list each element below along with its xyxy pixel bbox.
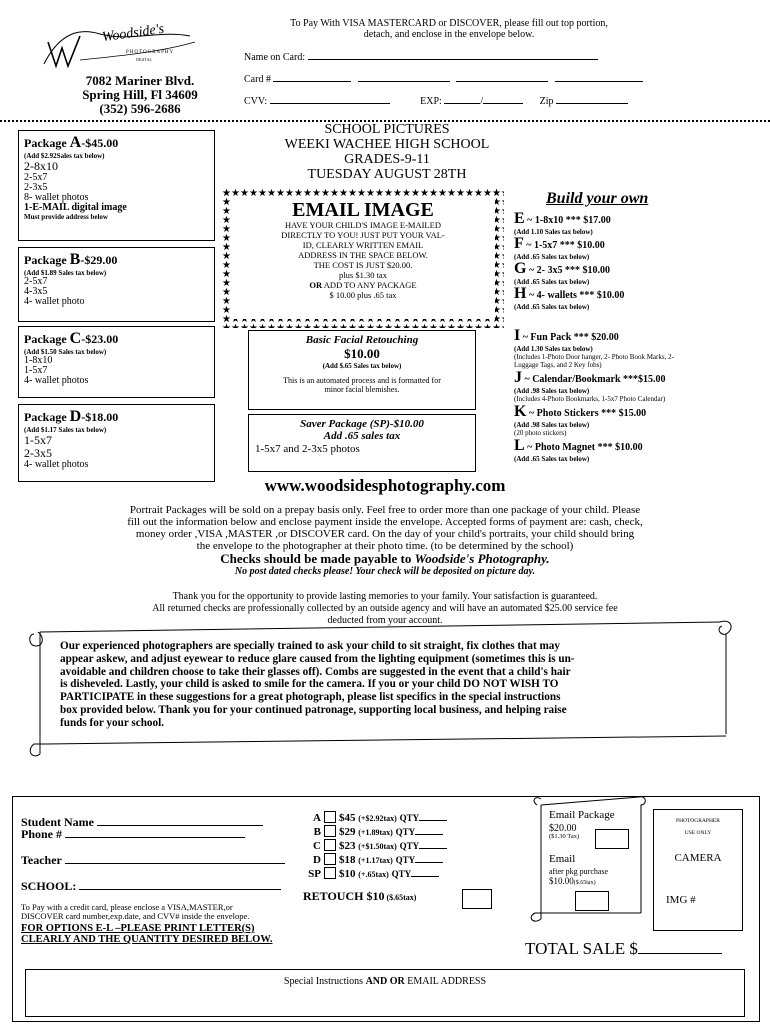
school-pictures: SCHOOL PICTURES bbox=[324, 122, 450, 137]
student-name-label: Student Name bbox=[21, 815, 95, 829]
package-a-note: Must provide address below bbox=[24, 213, 108, 221]
package-c-box bbox=[18, 326, 215, 398]
scroll-line: box provided below. Thank you for your continued patronage, supporting local business, and helping raise bbox=[60, 703, 567, 716]
logo-digital: DIGITAL bbox=[136, 57, 152, 62]
option-f-letter: F bbox=[514, 235, 524, 252]
option-e-text: ~ 1-8x10 *** $17.00 bbox=[524, 215, 611, 226]
zip-label: Zip bbox=[539, 96, 554, 107]
email-package-price: $20.00 bbox=[549, 823, 577, 834]
package-b-item: 2-5x7 bbox=[24, 276, 48, 287]
package-b-letter: B bbox=[69, 251, 81, 268]
school-field[interactable] bbox=[79, 889, 281, 890]
photographer-label: USE ONLY bbox=[684, 830, 712, 836]
option-h-note: (Add .65 Sales tax below) bbox=[514, 303, 590, 311]
options-instructions: FOR OPTIONS E-L –PLEASE PRINT LETTER(S) bbox=[21, 923, 255, 934]
package-d-item: 4- wallet photos bbox=[24, 459, 89, 470]
qty-field-sp[interactable] bbox=[411, 876, 439, 877]
option-l-text: ~ Photo Magnet *** $10.00 bbox=[524, 442, 643, 453]
package-a-item: 2-8x10 bbox=[24, 159, 58, 173]
email-image-title: EMAIL IMAGE bbox=[292, 199, 434, 221]
order-checkbox-sp[interactable] bbox=[324, 867, 336, 879]
qty-label: QTY bbox=[399, 841, 420, 851]
order-row-code: SP bbox=[308, 868, 321, 880]
retouch-title: Basic Facial Retouching bbox=[305, 334, 419, 346]
option-f-text: ~ 1-5x7 *** $10.00 bbox=[523, 240, 605, 251]
option-i-text: ~ Fun Pack *** $20.00 bbox=[520, 332, 619, 343]
package-a-price: -$45.00 bbox=[81, 136, 119, 150]
school-name: WEEKI WACHEE HIGH SCHOOL bbox=[284, 137, 490, 152]
retouch-price: $10.00 bbox=[344, 346, 380, 361]
package-a-box bbox=[18, 130, 215, 241]
package-b-item: 4- wallet photo bbox=[24, 296, 85, 307]
exp-separator: / bbox=[480, 96, 484, 107]
card-number-field-2[interactable] bbox=[358, 81, 450, 82]
order-row-code: A bbox=[313, 812, 321, 824]
total-sale-label: TOTAL SALE $ bbox=[525, 939, 638, 958]
package-b-box bbox=[18, 247, 215, 322]
option-i-note: (Add 1.30 Sales tax below) bbox=[514, 345, 593, 353]
email-package-label: Email Package bbox=[549, 809, 615, 821]
order-row-code: C bbox=[313, 840, 321, 852]
retouch-desc: minor facial blemishes. bbox=[324, 385, 400, 394]
package-a-item: 2-5x7 bbox=[24, 172, 48, 183]
option-l-letter: L bbox=[514, 437, 525, 454]
scroll-line: Our experienced photographers are specially trained to ask your child to sit straight, fix clothes that may bbox=[60, 640, 560, 652]
payment-section bbox=[244, 18, 664, 107]
order-checkbox-c[interactable] bbox=[324, 839, 336, 851]
email-image-line: ID, CLEARLY WRITTEN EMAIL bbox=[302, 240, 424, 250]
card-number-field-1[interactable] bbox=[273, 81, 351, 82]
option-g-letter: G bbox=[514, 260, 527, 277]
card-number-field-4[interactable] bbox=[555, 81, 643, 82]
order-row-price: $29 bbox=[339, 826, 356, 838]
package-b-item: 4-3x5 bbox=[24, 286, 48, 297]
order-row-code: D bbox=[313, 854, 321, 866]
options-instructions: CLEARLY AND THE QUANTITY DESIRED BELOW. bbox=[21, 934, 273, 945]
option-k-letter: K bbox=[514, 403, 527, 420]
order-row-price: $18 bbox=[339, 854, 356, 866]
name-on-card-label: Name on Card: bbox=[244, 52, 306, 63]
package-a-label: Package bbox=[24, 136, 70, 150]
zip-field[interactable] bbox=[556, 103, 628, 104]
order-row-d bbox=[303, 853, 503, 867]
package-d-item: 2-3x5 bbox=[24, 446, 52, 460]
order-form bbox=[12, 796, 760, 1022]
order-row-tax: (+$2.92tax) bbox=[358, 814, 397, 823]
option-j-letter: J bbox=[514, 369, 522, 386]
email-package-tax: ($1.30 Tax) bbox=[549, 833, 580, 840]
saver-tax: Add .65 sales tax bbox=[323, 430, 401, 442]
email-image-line: ADD TO ANY PACKAGE bbox=[322, 280, 417, 290]
tips-scroll bbox=[26, 614, 738, 760]
school-date: TUESDAY AUGUST 28TH bbox=[307, 167, 467, 182]
name-on-card-field[interactable] bbox=[308, 59, 598, 60]
studio-address bbox=[40, 74, 240, 116]
order-row-tax: (+1.89tax) bbox=[358, 828, 393, 837]
special-instructions-box[interactable] bbox=[25, 969, 745, 1017]
email-image-line: DIRECTLY TO YOU! JUST PUT YOUR VAL- bbox=[281, 230, 445, 240]
qty-field-d[interactable] bbox=[415, 862, 443, 863]
scroll-line: avoidable and children choose to take their glasses off). Combs are suggested in the event that a child's hair bbox=[60, 665, 571, 678]
option-g-text: ~ 2- 3x5 *** $10.00 bbox=[526, 265, 610, 276]
package-c-item: 1-8x10 bbox=[24, 355, 53, 366]
address-city: Spring Hill, Fl 34609 bbox=[82, 87, 198, 102]
option-g-note: (Add .65 Sales tax below) bbox=[514, 278, 590, 286]
email-price: $10.00 bbox=[549, 876, 574, 886]
special-instructions-label: Special Instructions bbox=[283, 976, 366, 987]
address-street: 7082 Mariner Blvd. bbox=[85, 73, 195, 88]
scroll-line: PARTICIPATE in these suggestions for a great photograph, please list specifics in the special instructions bbox=[60, 691, 561, 704]
email-image-line: ADDRESS IN THE SPACE BELOW. bbox=[298, 250, 428, 260]
qty-field-c[interactable] bbox=[419, 848, 447, 849]
no-post-dated: No post dated checks please! Your check will be deposited on picture day. bbox=[234, 566, 536, 577]
order-row-code: B bbox=[313, 826, 321, 838]
school-heading bbox=[232, 122, 542, 182]
order-row-c bbox=[303, 839, 503, 853]
qty-field-a[interactable] bbox=[419, 820, 447, 821]
scroll-line: is disheveled. Lastly, your child is asked to smile for the camera. If you or your child DO NOT WISH TO bbox=[60, 678, 559, 691]
returned-line: All returned checks are professionally collected by an outside agency and will have an automated $25.00 service fee bbox=[152, 603, 618, 614]
package-d-letter: D bbox=[69, 408, 82, 425]
package-d-label: Package bbox=[24, 410, 70, 424]
package-a-email: 1-E-MAIL digital image bbox=[24, 202, 127, 213]
package-c-item: 1-5x7 bbox=[24, 365, 48, 376]
package-a-item: 2-3x5 bbox=[24, 182, 48, 193]
package-d-tax: (Add $1.17 Sales tax below) bbox=[24, 426, 107, 434]
order-row-price: $23 bbox=[339, 840, 356, 852]
total-sale-field[interactable] bbox=[638, 953, 722, 954]
email-label: Email bbox=[549, 853, 576, 865]
package-order-rows bbox=[303, 811, 503, 881]
retouch-tax: (Add $.65 Sales tax below) bbox=[322, 362, 402, 370]
checks-payable: Checks should be made payable to bbox=[220, 551, 415, 566]
phone-field[interactable] bbox=[65, 837, 245, 838]
order-row-price: $45 bbox=[339, 812, 356, 824]
cc-instructions: DISCOVER card number,exp.date, and CVV# inside the envelope. bbox=[21, 911, 250, 921]
order-row-a bbox=[303, 811, 503, 825]
option-l-note: (Add .65 Sales tax below) bbox=[514, 455, 590, 463]
policy-line: the envelope to the photographer at their photo time. (to be determined by the school) bbox=[196, 540, 574, 552]
qty-label: QTY bbox=[395, 827, 416, 837]
order-row-tax: (+$1.50tax) bbox=[358, 842, 397, 851]
option-i-detail: (Includes 1-Photo Door hanger, 2- Photo Book Marks, 2- bbox=[514, 353, 674, 361]
package-b-tax: (Add $1.89 Sales tax below) bbox=[24, 269, 107, 277]
website-link[interactable]: www.woodsidesphotography.com bbox=[264, 476, 506, 495]
camera-label: CAMERA bbox=[674, 852, 722, 864]
package-c-letter: C bbox=[69, 330, 82, 347]
order-checkbox-d[interactable] bbox=[324, 853, 336, 865]
special-instructions-email: EMAIL ADDRESS bbox=[404, 976, 487, 987]
qty-label: QTY bbox=[395, 855, 416, 865]
package-d-item: 1-5x7 bbox=[24, 433, 52, 447]
qty-field-b[interactable] bbox=[415, 834, 443, 835]
teacher-label: Teacher bbox=[21, 853, 62, 867]
order-row-tax: (+.65tax) bbox=[358, 870, 389, 879]
policy-text bbox=[30, 504, 740, 627]
retouch-desc: This is an automated process and is formatted for bbox=[283, 376, 441, 385]
email-image-box bbox=[222, 188, 504, 328]
school-grades: GRADES-9-11 bbox=[344, 152, 430, 167]
special-instructions-andor: AND OR bbox=[365, 976, 405, 987]
exp-month-field[interactable] bbox=[444, 103, 480, 104]
cvv-label: CVV: bbox=[244, 96, 268, 107]
img-number-label: IMG # bbox=[666, 894, 696, 906]
saver-items: 1-5x7 and 2-3x5 photos bbox=[255, 443, 360, 455]
checks-payable-name: Woodside's Photography. bbox=[414, 551, 550, 566]
policy-line: money order ,VISA ,MASTER ,or DISCOVER card. On the day of your child's portraits, your child should bring bbox=[135, 528, 635, 540]
photographer-use-box bbox=[653, 809, 743, 931]
logo bbox=[40, 22, 200, 72]
phone-label: Phone # bbox=[21, 827, 63, 841]
option-j-text: ~ Calendar/Bookmark ***$15.00 bbox=[522, 374, 666, 385]
order-checkbox-b[interactable] bbox=[324, 825, 336, 837]
email-image-line: $ 10.00 plus .65 tax bbox=[329, 290, 397, 300]
retouch-checkbox[interactable] bbox=[462, 889, 492, 909]
email-tax: ($.65tax) bbox=[573, 880, 596, 886]
logo-script: Woodside's bbox=[101, 21, 166, 46]
build-title: Build your own bbox=[546, 190, 649, 207]
qty-label: QTY bbox=[399, 813, 420, 823]
order-checkbox-a[interactable] bbox=[324, 811, 336, 823]
email-after-label: after pkg purchase bbox=[549, 867, 609, 876]
exp-label: EXP: bbox=[420, 96, 442, 107]
address-phone: (352) 596-2686 bbox=[99, 101, 181, 116]
option-i-detail: Luggage Tags, and 2 Key fobs) bbox=[514, 361, 602, 369]
option-e-note: (Add 1.10 Sales tax below) bbox=[514, 228, 593, 236]
email-package-checkbox[interactable] bbox=[595, 829, 629, 849]
email-checkbox[interactable] bbox=[575, 891, 609, 911]
option-f-note: (Add .65 Sales tax below) bbox=[514, 253, 590, 261]
option-k-text: ~ Photo Stickers *** $15.00 bbox=[526, 408, 647, 419]
thanks-line: Thank you for the opportunity to provide lasting memories to your family. Your satisfaction is guaranteed. bbox=[172, 591, 598, 602]
policy-line: Portrait Packages will be sold on a prepay basis only. Feel free to order more than one package of your child. Please bbox=[129, 504, 641, 516]
package-c-item: 4- wallet photos bbox=[24, 375, 89, 386]
photographer-label: PHOTOGRAPHER bbox=[676, 818, 720, 824]
option-j-note: (Add .98 Sales tax below) bbox=[514, 387, 590, 395]
email-image-or: OR bbox=[309, 280, 323, 290]
payment-intro-2: detach, and enclose in the envelope below. bbox=[363, 29, 535, 40]
scroll-line: funds for your school. bbox=[60, 716, 165, 729]
logo-photography: PHOTOGRAPHY bbox=[126, 50, 175, 55]
package-b-label: Package bbox=[24, 253, 70, 267]
package-d-box bbox=[18, 404, 215, 482]
policy-line: fill out the information below and enclose payment inside the envelope. Accepted forms of payment are: cash, check, bbox=[127, 516, 643, 528]
cc-instructions: To Pay with a credit card, please enclose a VISA,MASTER,or bbox=[21, 902, 233, 912]
school-label: SCHOOL: bbox=[21, 879, 77, 893]
package-c-label: Package bbox=[24, 332, 70, 346]
email-scroll bbox=[521, 791, 649, 931]
package-d-price: -$18.00 bbox=[81, 410, 119, 424]
card-number-field-3[interactable] bbox=[456, 81, 548, 82]
exp-year-field[interactable] bbox=[483, 103, 523, 104]
option-h-text: ~ 4- wallets *** $10.00 bbox=[526, 290, 625, 301]
order-row-price: $10 bbox=[339, 868, 356, 880]
email-image-line: HAVE YOUR CHILD'S IMAGE E-MAILED bbox=[285, 220, 441, 230]
option-k-detail: (20 photo stickers) bbox=[514, 429, 567, 437]
scroll-line: appear askew, and adjust eyewear to reduce glare caused from the lighting equipment (sometimes this is un- bbox=[60, 652, 575, 665]
card-number-label: Card # bbox=[244, 74, 271, 85]
package-b-price: -$29.00 bbox=[80, 253, 118, 267]
option-j-detail: (Includes 4-Photo Bookmarks, 1-5x7 Photo Calendar) bbox=[514, 395, 666, 403]
teacher-field[interactable] bbox=[65, 863, 285, 864]
package-c-tax: (Add $1.50 Sales tax below) bbox=[24, 348, 107, 356]
retouch-box bbox=[248, 330, 476, 410]
package-c-price: -$23.00 bbox=[81, 332, 119, 346]
qty-label: QTY bbox=[391, 869, 412, 879]
option-h-letter: H bbox=[514, 285, 527, 302]
email-image-line: THE COST IS JUST $20.00. bbox=[313, 260, 413, 270]
retouch-order-label: RETOUCH $10 bbox=[303, 889, 385, 903]
email-image-line: plus $1.30 tax bbox=[339, 270, 387, 280]
payment-intro-1: To Pay With VISA MASTERCARD or DISCOVER, please fill out top portion, bbox=[290, 18, 608, 29]
cvv-field[interactable] bbox=[270, 103, 390, 104]
order-row-b bbox=[303, 825, 503, 839]
package-a-item: 8- wallet photos bbox=[24, 192, 89, 203]
retouch-order-tax: ($.65tax) bbox=[384, 893, 417, 902]
package-a-tax: (Add $2.92Sales tax below) bbox=[24, 152, 105, 160]
option-i-letter: I bbox=[514, 327, 521, 344]
order-row-sp bbox=[303, 867, 503, 881]
returned-line: deducted from your account. bbox=[327, 615, 443, 626]
option-k-note: (Add .98 Sales tax below) bbox=[514, 421, 590, 429]
saver-title: Saver Package (SP)-$10.00 bbox=[300, 418, 424, 430]
option-e-letter: E bbox=[514, 210, 525, 227]
student-name-field[interactable] bbox=[97, 825, 263, 826]
build-list bbox=[514, 210, 764, 472]
saver-box bbox=[248, 414, 476, 472]
package-a-letter: A bbox=[69, 134, 82, 151]
order-row-tax: (+1.17tax) bbox=[358, 856, 393, 865]
